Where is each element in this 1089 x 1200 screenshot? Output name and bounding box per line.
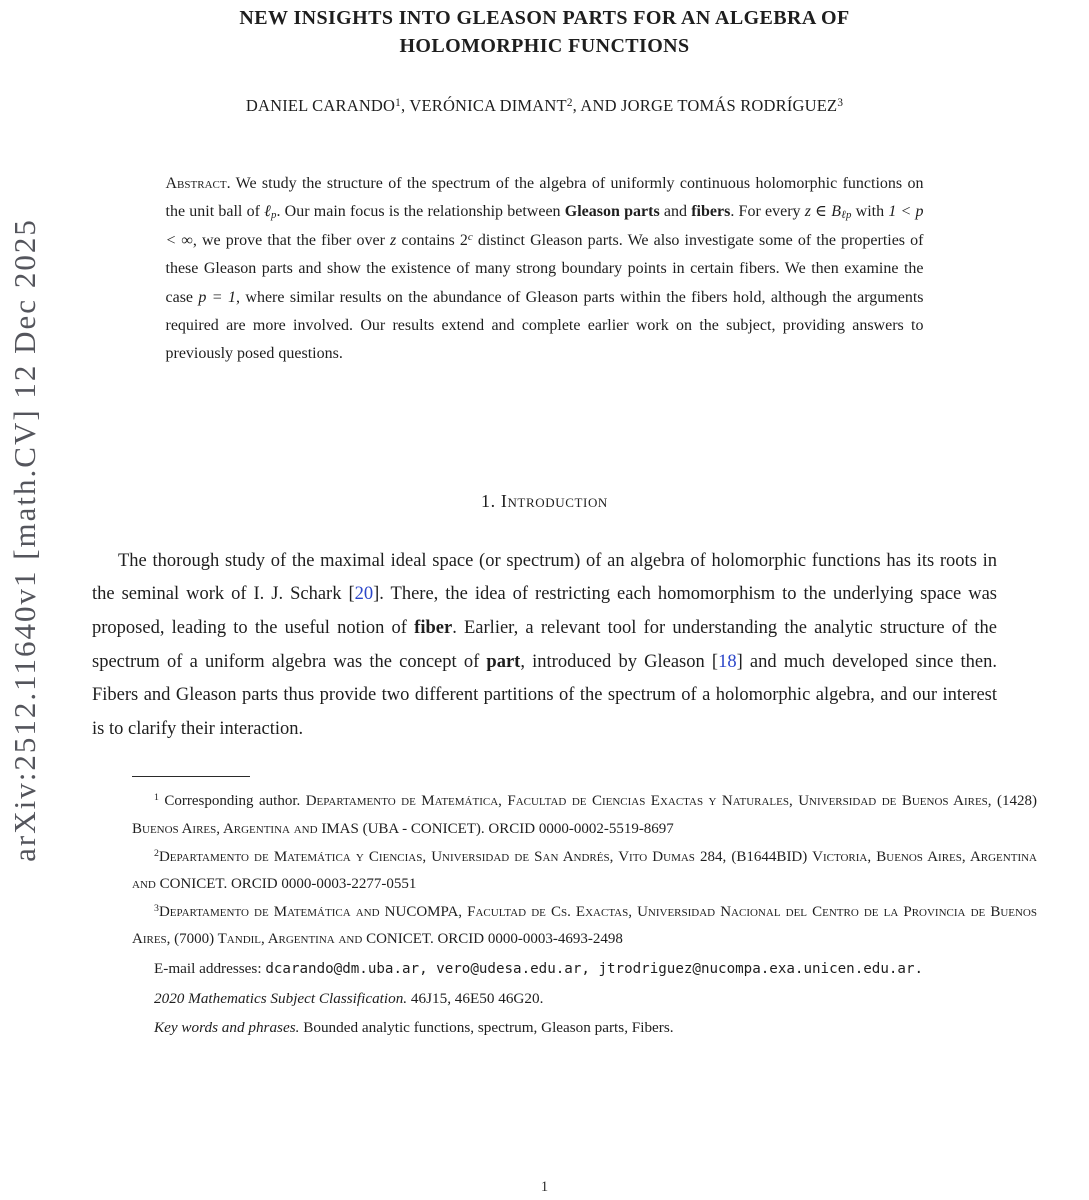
title-block — [0, 0, 1089, 116]
msc-codes: 46J15, 46E50 46G20. — [410, 989, 544, 1007]
paper-title-line2: HOLOMORPHIC FUNCTIONS — [399, 35, 690, 57]
keywords-label: Key words and phrases. — [154, 1018, 300, 1036]
inline-math-ell-p: ℓ — [264, 203, 272, 221]
author-name-3: JORGE TOMÁS RODRÍGUEZ — [621, 96, 838, 115]
author-affiliation-marker-2: 2 — [566, 96, 573, 109]
term-fibers: fibers — [691, 203, 731, 221]
backmatter — [132, 954, 1037, 1042]
abstract-text: and — [659, 203, 692, 221]
intro-text: , introduced by Gleason [ — [520, 651, 719, 672]
inline-math-z-in-ball: z ∈ B — [804, 203, 842, 221]
affiliation-address-3: Departamento de Matemática and NUCOMPA, Facultad de Cs. Exactas, Universidad Nacional del Centro de la Provincia de Buenos Aires, (7000) Tandil, Argentina and CONICET. — [132, 903, 1037, 948]
author-name-1: DANIEL CARANDO — [245, 96, 396, 115]
footnote-prefix: Corresponding author. — [158, 793, 306, 810]
authors-line — [0, 96, 1089, 116]
inline-math-two: 2 — [459, 231, 468, 249]
page-number: 1 — [540, 1179, 549, 1195]
term-gleason-parts: Gleason parts — [564, 203, 660, 221]
term-fiber: fiber — [414, 618, 453, 639]
orcid-1: ORCID 0000-0002-5519-8697 — [484, 821, 674, 837]
orcid-3: ORCID 0000-0003-4693-2498 — [433, 931, 623, 948]
footnotes — [132, 788, 1037, 954]
inline-math-z: z — [390, 231, 397, 249]
author-separator: , — [400, 96, 410, 115]
footnote-marker-2: 2 — [154, 847, 159, 859]
paper-title-line1: NEW INSIGHTS INTO GLEASON PARTS FOR AN ALGEBRA OF — [239, 7, 850, 29]
abstract — [166, 170, 924, 369]
inline-math-ball-sub: ℓp — [841, 209, 852, 222]
intro-text: . Earlier, a relevant tool for understanding the analytic structure of the spectrum of a uniform algebra was the concept of — [92, 618, 998, 672]
intro-text: ]. There, the idea of restricting each homomorphism to the underlying space was proposed, leading to the useful notion of — [92, 584, 997, 639]
citation-ref-20[interactable]: 20 — [354, 584, 374, 605]
intro-text: The thorough study of the maximal ideal space (or spectrum) of an algebra of holomorphic functions has its roots in the seminal work of I. J. Schark [ — [92, 550, 997, 605]
orcid-2: ORCID 0000-0003-2277-0551 — [227, 876, 417, 893]
email-addresses: dcarando@dm.uba.ar, vero@udesa.edu.ar, jtrodriguez@nucompa.exa.unicen.edu.ar. — [265, 960, 924, 977]
section-heading-introduction: 1. Introduction — [481, 490, 608, 511]
abstract-text: , where similar results on the abundance of Gleason parts within the fibers hold, although the arguments required are more involved. Our results extend and complete earlier work on the subject, providing answers to previously posed questions. — [165, 288, 924, 363]
footnote-marker-1: 1 — [154, 792, 159, 804]
abstract-text: , we prove that the fiber over — [192, 231, 391, 249]
abstract-text: . For every — [730, 203, 805, 221]
paper-title — [0, 4, 1089, 60]
inline-math-p-equals-1: p = 1 — [198, 288, 236, 306]
inline-math-p-range: 1 < p < ∞ — [165, 203, 924, 249]
term-part: part — [486, 651, 521, 672]
abstract-text: contains — [396, 231, 460, 249]
abstract-text: distinct Gleason parts. We also investigate some of the properties of these Gleason parts and show the existence of many strong boundary points in certain fibers. We then examine the case — [165, 231, 924, 306]
author-affiliation-marker-3: 3 — [837, 96, 844, 109]
footnote-2 — [132, 844, 1037, 899]
msc-label: 2020 Mathematics Subject Classification. — [154, 989, 408, 1007]
email-label: E-mail addresses: — [154, 959, 262, 977]
footnote-1 — [132, 788, 1037, 843]
arxiv-stamp: arXiv:2512.11640v1 [math.CV] 12 Dec 2025 — [7, 218, 42, 862]
inline-math-continuum-sup: c — [467, 230, 473, 243]
footnote-marker-3: 3 — [154, 902, 159, 914]
author-affiliation-marker-1: 1 — [395, 96, 401, 109]
msc-line — [132, 984, 1037, 1013]
inline-math-ell-p-sub: p — [271, 209, 277, 222]
footnote-3 — [132, 899, 1037, 954]
abstract-text: with — [851, 203, 889, 221]
abstract-label: Abstract. — [165, 175, 231, 192]
keywords-line — [132, 1013, 1037, 1042]
author-separator: , AND — [572, 96, 622, 115]
keywords-text: Bounded analytic functions, spectrum, Gleason parts, Fibers. — [303, 1018, 674, 1036]
affiliation-address-1: Departamento de Matemática, Facultad de Ciencias Exactas y Naturales, Universidad de Buenos Aires, (1428) Buenos Aires, Argentina and IMAS (UBA - CONICET). — [132, 793, 1037, 837]
introduction-paragraph — [92, 545, 997, 747]
abstract-text: We study the structure of the spectrum of the algebra of uniformly continuous holomorphic functions on the unit ball of — [165, 175, 924, 221]
email-line — [132, 954, 1037, 984]
intro-text: ] and much developed since then. Fibers and Gleason parts thus provide two different partitions of the spectrum of a holomorphic algebra, and our interest is to clarify their interaction. — [92, 651, 997, 739]
author-name-2: VERÓNICA DIMANT — [409, 96, 567, 115]
affiliation-address-2: Departamento de Matemática y Ciencias, Universidad de San Andrés, Vito Dumas 284, (B1644BID) Victoria, Buenos Aires, Argentina and CONICET. — [132, 848, 1037, 893]
abstract-text: . Our main focus is the relationship between — [276, 203, 565, 221]
citation-ref-18[interactable]: 18 — [718, 651, 737, 672]
footnote-rule — [132, 776, 250, 777]
